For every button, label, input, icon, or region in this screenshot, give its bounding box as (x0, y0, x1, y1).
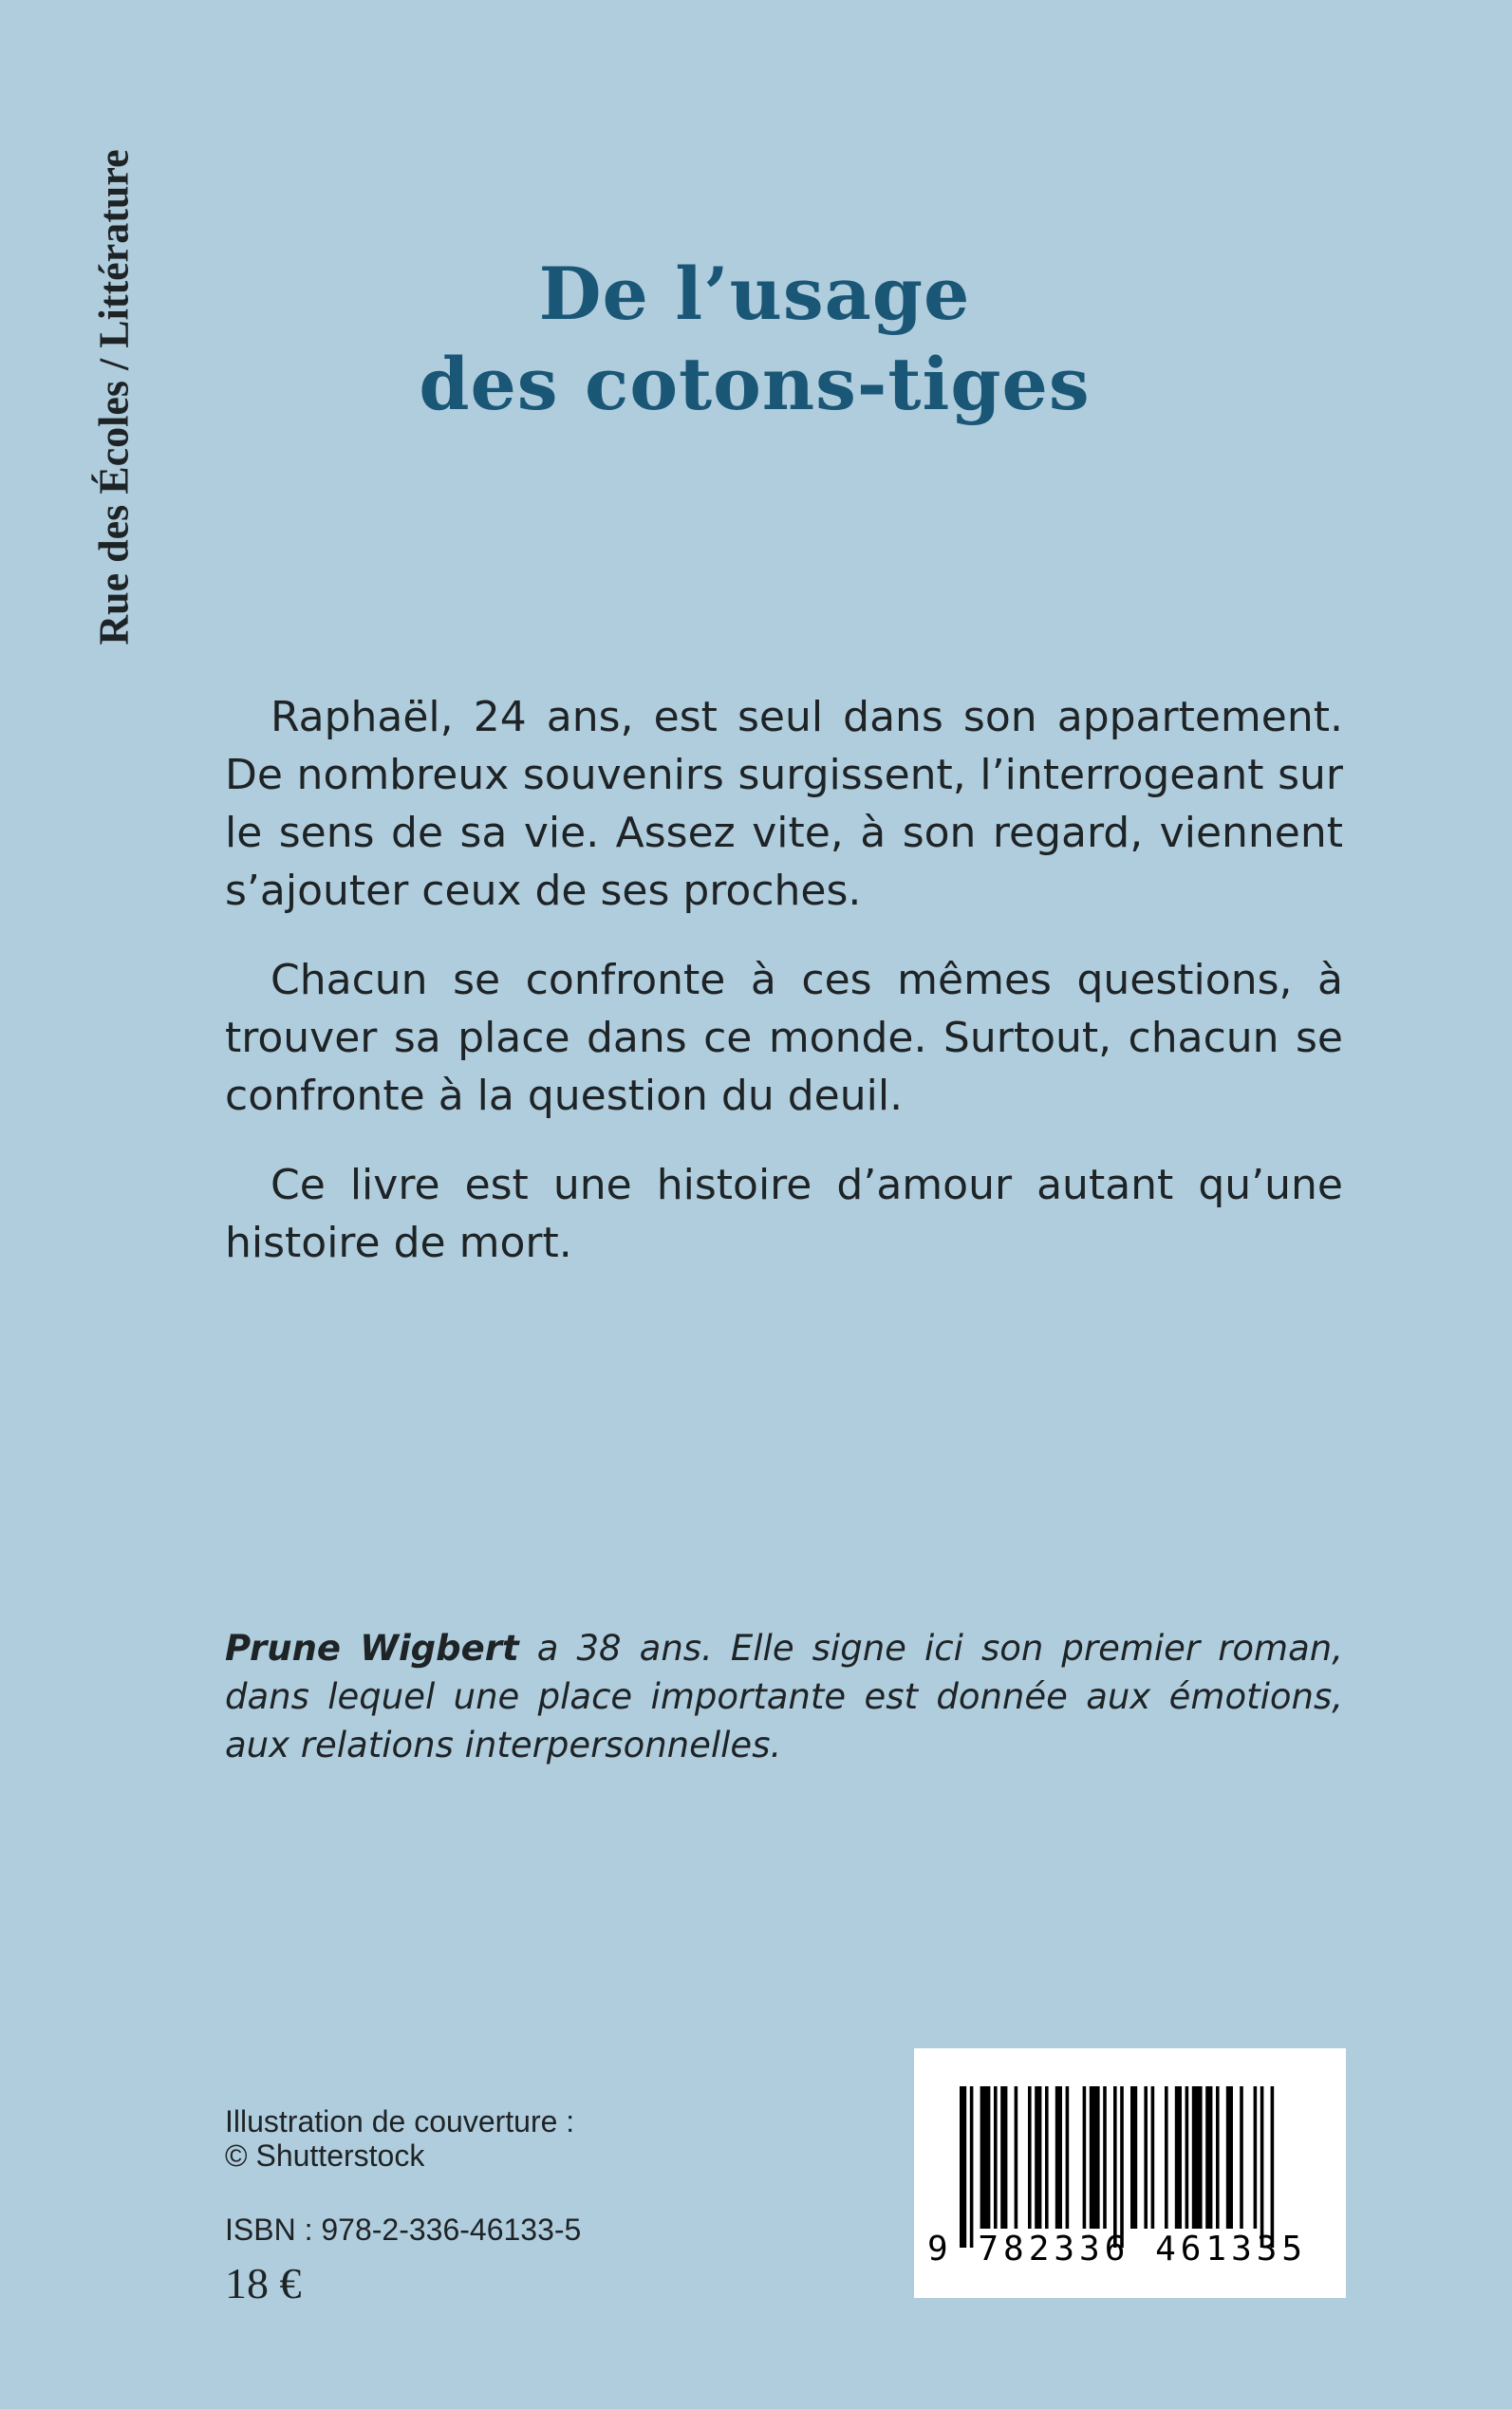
barcode-bar (1151, 2086, 1155, 2229)
blurb-paragraph: Ce livre est une histoire d’amour autant qu’une histoire de mort. (225, 1161, 1343, 1267)
barcode-bar (1015, 2086, 1018, 2229)
blurb-paragraph: Chacun se confronte à ces mêmes questions, à trouver sa place dans ce monde. Surtout, chacun se confronte à la question du deuil. (225, 956, 1343, 1120)
spine-text: Rue des Écoles / Littérature (90, 149, 138, 645)
barcode-bar (1240, 2086, 1243, 2229)
barcode-bar (1000, 2086, 1007, 2229)
barcode-bar (1055, 2086, 1062, 2229)
blurb-paragraph: Raphaël, 24 ans, est seul dans son appartement. De nombreux souvenirs surgissent, l’interrogeant sur le sens de sa vie. Assez vite, à son regard, viennent s’ajouter ceux de ses proches. (225, 693, 1343, 915)
barcode-bar (1205, 2086, 1212, 2229)
barcode-bar (1254, 2086, 1258, 2229)
isbn-number: ISBN : 978-2-336-46133-5 (225, 2213, 582, 2247)
credits-line-2: © Shutterstock (225, 2138, 425, 2173)
spine-label (84, 110, 144, 684)
barcode-bar (1216, 2086, 1220, 2229)
barcode-bar (1260, 2086, 1264, 2248)
barcode-bar (960, 2086, 966, 2248)
barcode-bar (1045, 2086, 1049, 2229)
barcode-bar (1035, 2086, 1041, 2229)
barcode-bar (1028, 2086, 1032, 2229)
barcode-bar (1090, 2086, 1100, 2229)
author-bio (225, 1624, 1343, 1769)
barcode-bar (1271, 2086, 1275, 2248)
book-title-line-2: des cotons-tiges (419, 342, 1091, 426)
price-label: 18 € (225, 2259, 302, 2307)
barcode-bar (1113, 2086, 1117, 2248)
barcode-bar (1185, 2086, 1189, 2229)
barcode-bar (1175, 2086, 1182, 2229)
barcode-bar (1066, 2086, 1070, 2229)
author-bio-text: a 38 ans. Elle signe ici son premier roman, dans lequel une place importante est donnée aux émotions, aux relations interpersonnelles. (225, 1628, 1343, 1765)
credits-line-1: Illustration de couverture : (225, 2104, 575, 2138)
barcode-bar (1165, 2086, 1168, 2229)
barcode-bar (1130, 2086, 1137, 2229)
barcode-bar (1103, 2086, 1107, 2229)
book-title-line-1: De l’usage (538, 252, 971, 336)
barcode-bar (1144, 2086, 1148, 2229)
barcode-bar (994, 2086, 998, 2229)
barcode-bar (1120, 2086, 1124, 2248)
author-name: Prune Wigbert (225, 1628, 519, 1669)
back-cover-blurb (225, 688, 1343, 1303)
barcode (914, 2048, 1346, 2298)
illustration-credits (225, 2104, 794, 2173)
book-title (285, 249, 1224, 429)
barcode-bar (1192, 2086, 1203, 2229)
barcode-bar (980, 2086, 991, 2229)
barcode-bar (1083, 2086, 1087, 2229)
barcode-bar (1226, 2086, 1233, 2229)
barcode-bar (970, 2086, 974, 2248)
barcode-digits: 9 782336 461335 (927, 2230, 1308, 2269)
